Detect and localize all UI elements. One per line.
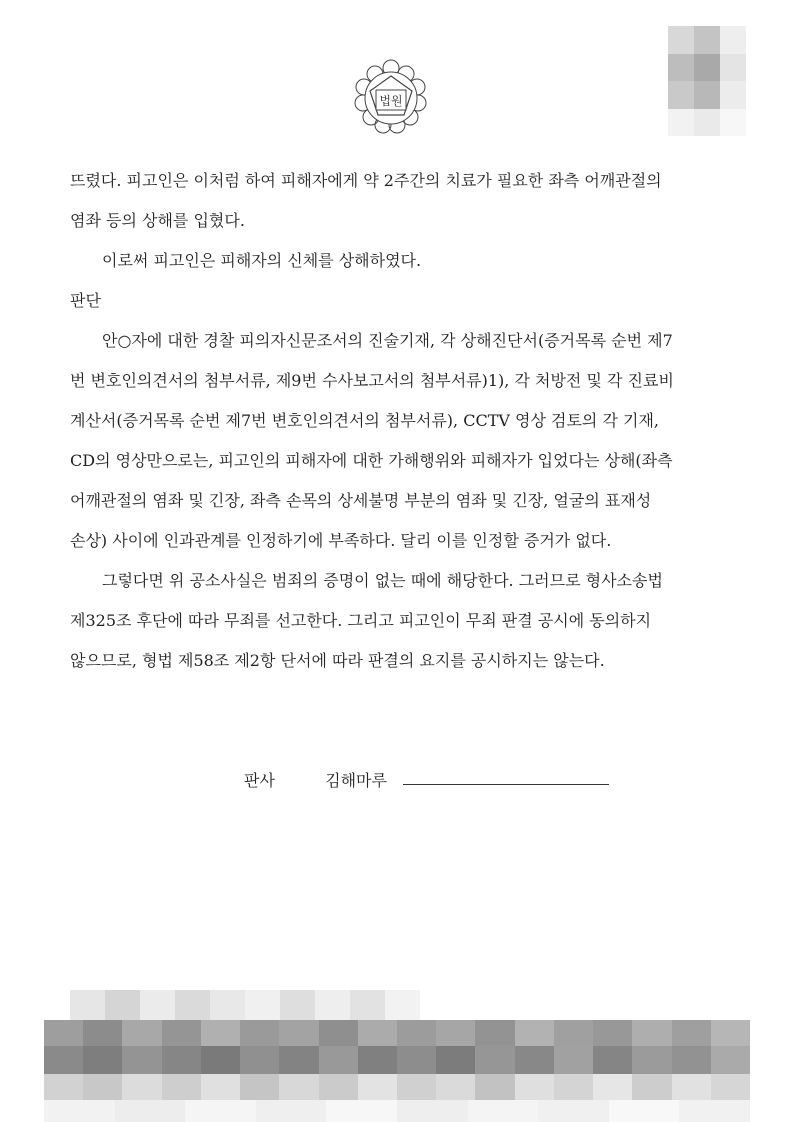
text-line: 손상) 사이에 인과관계를 인정하기에 부족하다. 달리 이를 인정할 증거가 없다. bbox=[70, 531, 612, 550]
seal-label: 법원 bbox=[379, 94, 403, 108]
text-line: 않으므로, 형법 제58조 제2항 단서에 따라 판결의 요지를 공시하지는 않는다. bbox=[70, 651, 605, 670]
text-line: 제325조 후단에 따라 무죄를 선고한다. 그리고 피고인이 무죄 판결 공시에 동의하지 bbox=[70, 611, 652, 630]
redacted-footer bbox=[44, 990, 750, 1122]
text-line: 번 변호인의견서의 첨부서류, 제9번 수사보고서의 첨부서류)1), 각 처방전 및 각 진료비 bbox=[70, 371, 674, 390]
signature-line bbox=[403, 784, 609, 785]
court-seal bbox=[352, 54, 430, 136]
section-heading: 판단 bbox=[70, 291, 101, 310]
text-line: 염좌 등의 상해를 입혔다. bbox=[70, 211, 245, 230]
redacted-mark-top-right bbox=[668, 26, 746, 136]
text-line: CD의 영상만으로는, 피고인의 피해자에 대한 가해행위와 피해자가 입었다는 상해(좌측 bbox=[70, 451, 673, 470]
judge-title: 판사 bbox=[244, 771, 275, 790]
text-line: 어깨관절의 염좌 및 긴장, 좌측 손목의 상세불명 부분의 염좌 및 긴장, 얼굴의 표재성 bbox=[70, 491, 652, 510]
text-line: 이로써 피고인은 피해자의 신체를 상해하였다. bbox=[102, 251, 422, 270]
text-line: 계산서(증거목록 순번 제7번 변호인의견서의 첨부서류), CCTV 영상 검토의 각 기재, bbox=[70, 411, 660, 430]
text-line: 안○자에 대한 경찰 피의자신문조서의 진술기재, 각 상해진단서(증거목록 순번 제7 bbox=[102, 331, 673, 350]
text-line: 그렇다면 위 공소사실은 범죄의 증명이 없는 때에 해당한다. 그러므로 형사소송법 bbox=[102, 571, 663, 590]
text-line: 뜨렸다. 피고인은 이처럼 하여 피해자에게 약 2주간의 치료가 필요한 좌측 어깨관절의 bbox=[70, 171, 662, 190]
signature-block bbox=[244, 768, 387, 791]
judge-name: 김해마루 bbox=[325, 771, 387, 790]
